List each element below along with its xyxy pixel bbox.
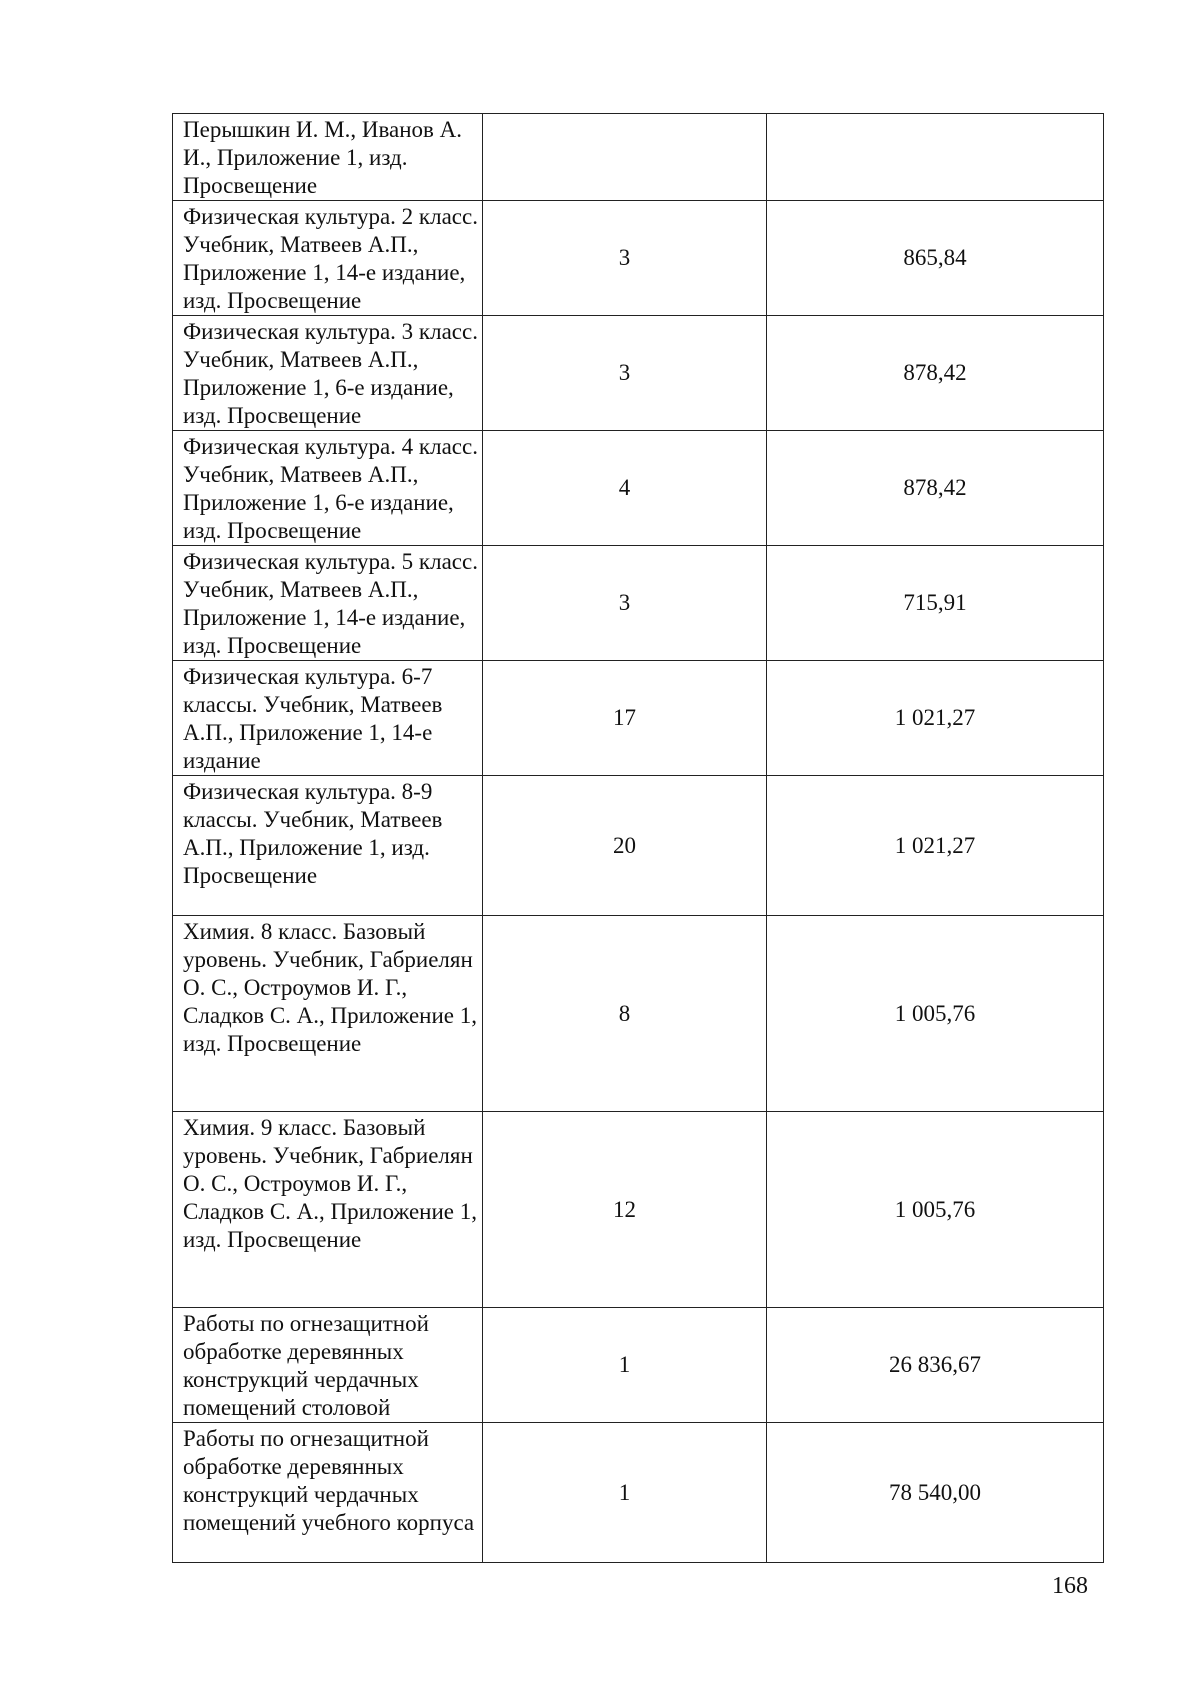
item-qty-cell: 1 — [483, 1423, 767, 1563]
item-name-cell: Физическая культура. 8-9 классы. Учебник, Матвеев А.П., Приложение 1, изд. Просвещение — [173, 776, 483, 916]
item-name-cell: Работы по огнезащитной обработке деревянных конструкций чердачных помещений столовой — [173, 1308, 483, 1423]
item-name-cell: Физическая культура. 2 класс. Учебник, Матвеев А.П., Приложение 1, 14-е издание, изд. Просвещение — [173, 201, 483, 316]
table-row — [173, 1423, 1104, 1563]
item-price-cell: 715,91 — [767, 546, 1104, 661]
item-price-cell: 1 005,76 — [767, 916, 1104, 1112]
item-name-cell: Перышкин И. М., Иванов А. И., Приложение 1, изд. Просвещение — [173, 114, 483, 201]
item-price-cell: 1 021,27 — [767, 661, 1104, 776]
item-price-cell — [767, 114, 1104, 201]
item-price-cell: 78 540,00 — [767, 1423, 1104, 1563]
item-qty-cell: 4 — [483, 431, 767, 546]
table-row — [173, 1308, 1104, 1423]
item-price-cell: 878,42 — [767, 316, 1104, 431]
table-row — [173, 1112, 1104, 1308]
item-qty-cell: 12 — [483, 1112, 767, 1308]
item-name-cell: Физическая культура. 4 класс. Учебник, Матвеев А.П., Приложение 1, 6-е издание, изд. Просвещение — [173, 431, 483, 546]
item-name-cell: Работы по огнезащитной обработке деревянных конструкций чердачных помещений учебного корпуса — [173, 1423, 483, 1563]
item-qty-cell — [483, 114, 767, 201]
item-name-cell: Физическая культура. 3 класс. Учебник, Матвеев А.П., Приложение 1, 6-е издание, изд. Просвещение — [173, 316, 483, 431]
page-number: 168 — [1052, 1573, 1088, 1599]
item-qty-cell: 3 — [483, 201, 767, 316]
item-price-cell: 1 005,76 — [767, 1112, 1104, 1308]
item-price-cell: 1 021,27 — [767, 776, 1104, 916]
item-qty-cell: 20 — [483, 776, 767, 916]
item-price-cell: 878,42 — [767, 431, 1104, 546]
table-row — [173, 661, 1104, 776]
table-row — [173, 546, 1104, 661]
item-name-cell: Химия. 8 класс. Базовый уровень. Учебник, Габриелян О. С., Остроумов И. Г., Сладков С. А., Приложение 1, изд. Просвещение — [173, 916, 483, 1112]
table-row — [173, 431, 1104, 546]
item-qty-cell: 3 — [483, 546, 767, 661]
item-price-cell: 26 836,67 — [767, 1308, 1104, 1423]
item-name-cell: Физическая культура. 5 класс. Учебник, Матвеев А.П., Приложение 1, 14-е издание, изд. Просвещение — [173, 546, 483, 661]
item-qty-cell: 17 — [483, 661, 767, 776]
items-table — [172, 113, 1104, 1563]
table-row — [173, 114, 1104, 201]
item-qty-cell: 8 — [483, 916, 767, 1112]
table-row — [173, 316, 1104, 431]
item-qty-cell: 3 — [483, 316, 767, 431]
item-price-cell: 865,84 — [767, 201, 1104, 316]
table-row — [173, 201, 1104, 316]
table-row — [173, 776, 1104, 916]
item-qty-cell: 1 — [483, 1308, 767, 1423]
table-row — [173, 916, 1104, 1112]
item-name-cell: Химия. 9 класс. Базовый уровень. Учебник, Габриелян О. С., Остроумов И. Г., Сладков С. А., Приложение 1, изд. Просвещение — [173, 1112, 483, 1308]
item-name-cell: Физическая культура. 6-7 классы. Учебник, Матвеев А.П., Приложение 1, 14-е издание — [173, 661, 483, 776]
